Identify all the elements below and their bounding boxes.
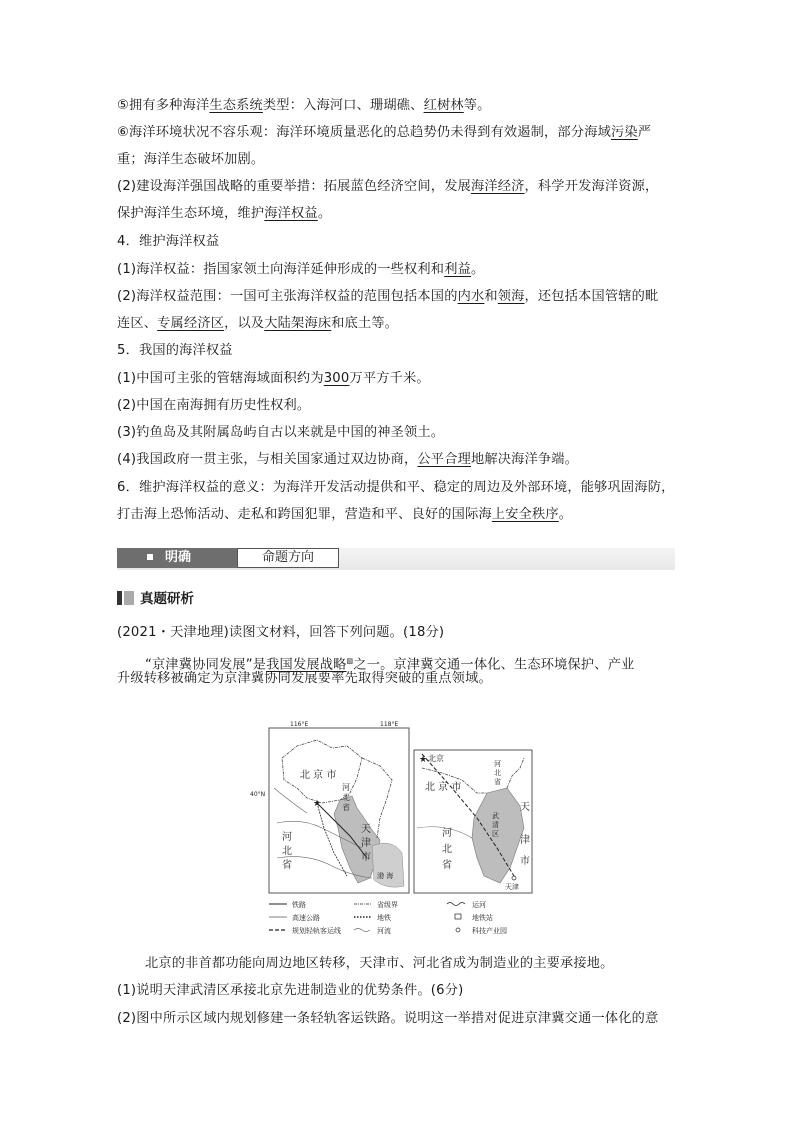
map-label: 清 [492, 821, 499, 829]
banner-left-label: 明确 [165, 550, 192, 565]
underlined-term: 领海 [497, 289, 525, 304]
map-label: 区 [492, 830, 499, 838]
text-run: (2)图中所示区域内规划修建一条轻轨客运铁路。说明这一举措对促进京津冀交通一体化的意 [117, 1011, 659, 1026]
text-run: 4．维护海洋权益 [117, 234, 220, 249]
text-line [117, 506, 677, 524]
legend-label: 省级界 [377, 901, 398, 909]
banner-right-label: 命题方向 [261, 550, 314, 565]
text-line [117, 451, 677, 469]
map-label: 津 [361, 838, 371, 849]
map-label: 天 [361, 824, 371, 835]
text-run: 。 [558, 507, 573, 522]
underlined-term: 300 [323, 371, 350, 386]
text-run: 6．维护海洋权益的意义：为海洋开发活动提供和平、稳定的周边及外部环境，能够巩固海防， [117, 480, 675, 495]
map-label: 河 [342, 783, 350, 792]
text-run: (2021・天津地理)读图文材料，回答下列问题。(18分) [117, 625, 445, 640]
legend-label: 地铁站 [472, 914, 493, 922]
text-run: ⑤拥有多种海洋 [117, 98, 210, 113]
text-run: 打击海上恐怖活动、走私和跨国犯罪，营造和平、良好的国际海 [117, 507, 492, 522]
legend-label: 河流 [377, 927, 391, 935]
text-run: 和 [484, 289, 498, 304]
question-item [117, 1010, 677, 1028]
legend-label: 铁路 [292, 901, 306, 909]
text-run: ⑥海洋环境状况不容乐观：海洋环境质量恶化的总趋势仍未得到有效遏制，部分海域 [117, 125, 611, 140]
text-run: 等。 [463, 98, 491, 113]
text-line [117, 178, 677, 196]
text-run: ，还包括本国管辖的毗 [524, 289, 659, 304]
lat-label: 40°N [250, 791, 266, 798]
lon-label-2: 118°E [380, 721, 399, 728]
map-figure [250, 718, 542, 940]
text-line [117, 261, 677, 279]
map-label: 天津 [505, 883, 519, 891]
text-run: 。 [470, 262, 485, 277]
map-label: 北京 [428, 754, 444, 763]
map-legend [269, 900, 507, 935]
question-paragraph [145, 955, 705, 973]
map-label: 河 [282, 832, 292, 843]
text-run: (1)中国可主张的管辖海域面积约为 [117, 371, 324, 386]
map-label: 省 [494, 778, 501, 786]
legend-label: 规划轻轨客运线 [292, 927, 341, 935]
question-paragraph [117, 670, 677, 688]
text-run: 类型：入海河口、珊瑚礁、 [262, 98, 424, 113]
legend-river-icon [354, 929, 370, 932]
text-run: 5．我国的海洋权益 [117, 343, 233, 358]
text-run: (1)海洋权益：指国家领土向海洋延伸形成的一些权利和 [117, 262, 445, 277]
star-icon: ★ [313, 799, 322, 809]
text-run: (4)我国政府一贯主张，与相关国家通过双边协商， [117, 452, 418, 467]
map-label: 省 [442, 860, 452, 871]
map-label: 市 [520, 856, 530, 867]
underlined-term: 利益 [444, 262, 471, 277]
text-run: “京津冀协同发展”是 [145, 657, 267, 673]
text-run: (1)说明天津武清区承接北京先进制造业的优势条件。(6分) [117, 983, 464, 998]
underlined-term: 污染 [610, 125, 638, 140]
section-title: 真题研析 [140, 591, 194, 607]
legend-station-icon [455, 914, 461, 919]
question-source [117, 624, 677, 642]
text-line [117, 370, 677, 388]
bar-icon [124, 591, 134, 605]
legend-label: 运河 [472, 901, 486, 909]
map-label: 北 [282, 846, 292, 857]
underlined-term: 上安全秩序 [491, 507, 559, 522]
text-run: 。 [317, 206, 332, 221]
section-banner [117, 548, 675, 570]
map-label-beijing: 北 京 市 [425, 782, 462, 793]
legend-canal-icon [447, 903, 465, 906]
star-icon: ★ [419, 755, 428, 765]
text-run: 连区、 [117, 316, 158, 331]
legend-label: 高速公路 [292, 914, 320, 922]
section-heading [117, 590, 194, 608]
underlined-term: 专属经济区 [157, 316, 225, 331]
text-run: (2)海洋权益范围：一国可主张海洋权益的范围包括本国的 [117, 289, 458, 304]
text-line [117, 424, 677, 442]
banner-tab-left [117, 548, 237, 568]
right-map [414, 750, 532, 893]
text-run: 保护海洋生态环境，维护 [117, 206, 265, 221]
map-svg [250, 718, 542, 940]
underlined-term: 内水 [457, 289, 485, 304]
map-label: 津 [520, 835, 530, 846]
text-line [117, 97, 677, 115]
map-label: 北 [442, 844, 452, 855]
question-item [117, 982, 677, 1000]
underlined-term: 我国发展战略 [266, 657, 347, 673]
map-label: 北 [494, 769, 501, 777]
text-run: 严 [637, 125, 652, 140]
underlined-term: 红树林 [423, 98, 464, 113]
bar-icon [117, 591, 122, 605]
map-label: 省 [342, 803, 350, 812]
map-label-beijing: 北 京 市 [300, 770, 337, 781]
map-label: 市 [361, 852, 371, 863]
legend-label: 地铁 [377, 914, 391, 922]
text-run: 升级转移被确定为京津冀协同发展要率先取得突破的重点领域。 [117, 671, 492, 686]
text-run: ，科学开发海洋资源， [524, 179, 659, 194]
map-label: 河 [494, 760, 501, 768]
square-icon [147, 554, 153, 560]
heading-4 [117, 233, 677, 251]
footnote-icon: ▧ [346, 657, 354, 665]
map-label: 天 [520, 802, 530, 813]
map-label: 北 [342, 793, 350, 802]
text-line [117, 397, 677, 415]
text-line [117, 205, 677, 223]
legend-park-icon [456, 928, 460, 932]
text-run: 地解决海洋争端。 [470, 452, 579, 467]
map-label: 河 [442, 828, 452, 839]
text-line [117, 479, 677, 497]
left-map [250, 721, 409, 893]
text-run: 之一。京津冀交通一体化、生态环境保护、产业 [353, 657, 635, 673]
text-line [117, 288, 677, 306]
text-line [117, 315, 677, 333]
text-run: 和底土等。 [331, 316, 399, 331]
text-run: (3)钓鱼岛及其附属岛屿自古以来就是中国的神圣领土。 [117, 425, 445, 440]
underlined-term: 海洋经济 [470, 179, 525, 194]
text-run: 重；海洋生态破坏加剧。 [117, 152, 265, 167]
text-run: (2)建设海洋强国战略的重要举措：拓展蓝色经济空间，发展 [117, 179, 471, 194]
banner-tab-right [237, 548, 339, 568]
text-line [117, 151, 677, 169]
text-run: 万平方千米。 [349, 371, 430, 386]
underlined-term: 生态系统 [209, 98, 263, 113]
map-label: 省 [282, 860, 292, 871]
legend-label: 科技产业园 [472, 927, 507, 935]
text-run: ，以及 [224, 316, 265, 331]
heading-5 [117, 342, 677, 360]
text-run: (2)中国在南海拥有历史性权利。 [117, 398, 311, 413]
lon-label-1: 116°E [290, 721, 309, 728]
text-run: 北京的非首都功能向周边地区转移，天津市、河北省成为制造业的主要承接地。 [145, 956, 614, 971]
map-label: 武 [492, 812, 499, 820]
map-label-bohai: 渤 海 [377, 872, 394, 880]
underlined-term: 海洋权益 [264, 206, 318, 221]
text-line [117, 124, 677, 142]
underlined-term: 大陆架海床 [264, 316, 332, 331]
underlined-term: 公平合理 [417, 452, 471, 467]
